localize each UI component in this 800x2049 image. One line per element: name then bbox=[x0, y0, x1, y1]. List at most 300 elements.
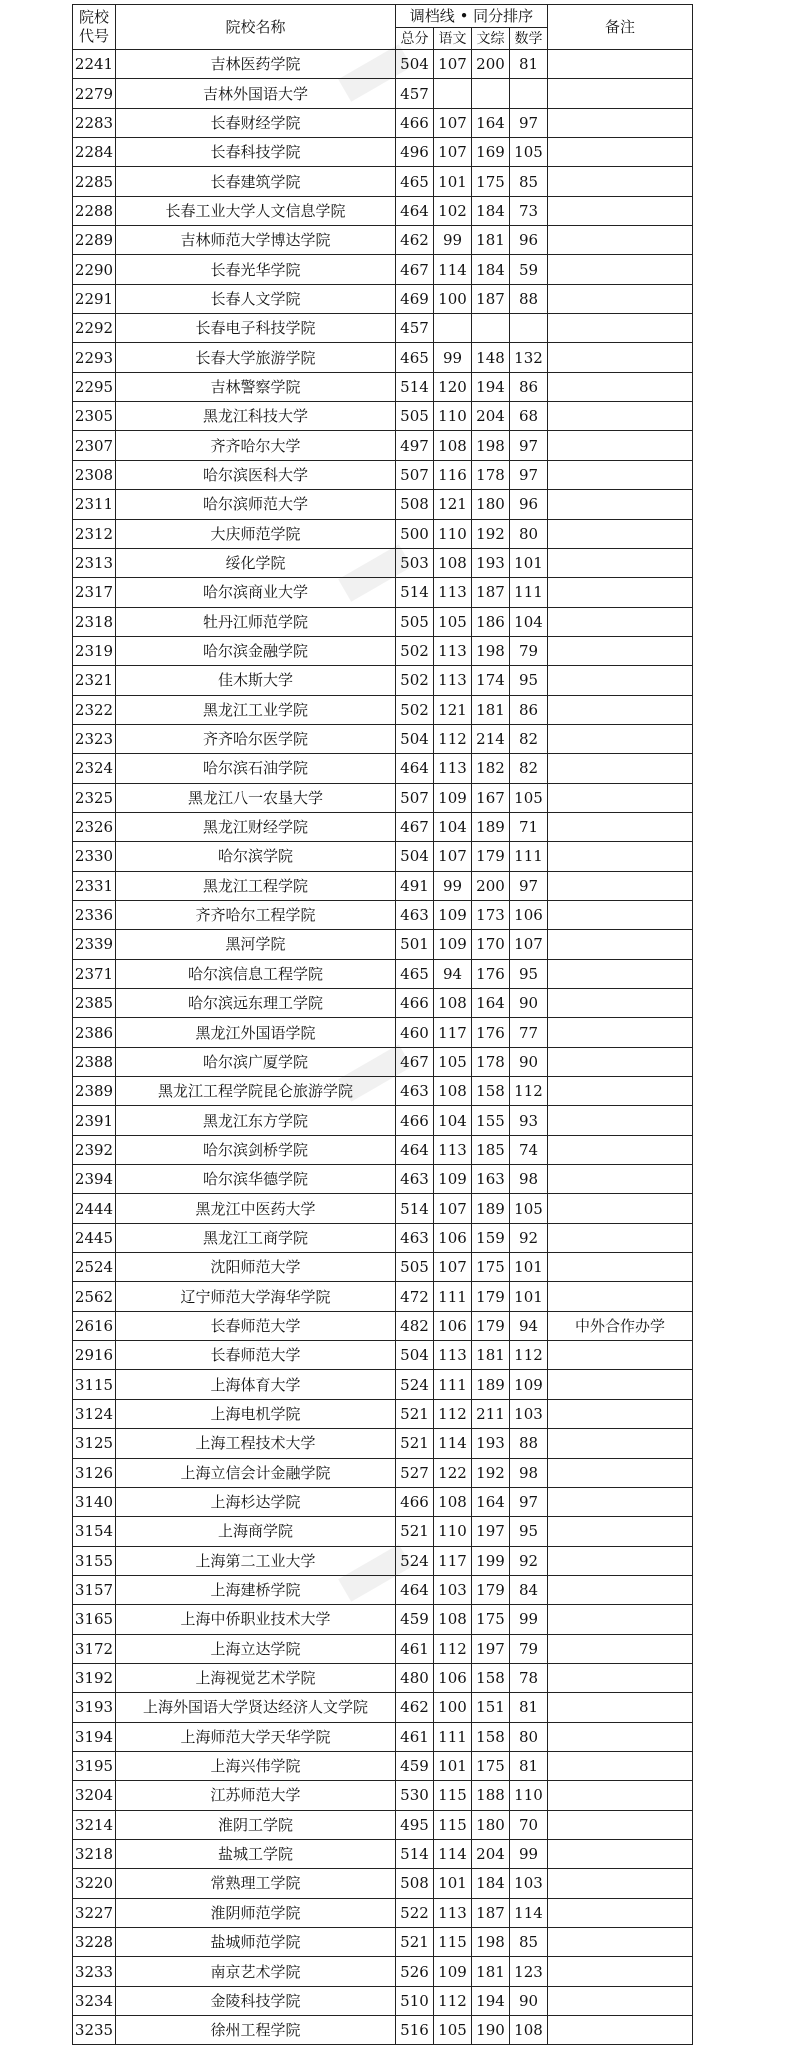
cell-note bbox=[548, 196, 693, 225]
table-row bbox=[73, 314, 693, 343]
cell-wenzong: 179 bbox=[472, 1282, 510, 1311]
cell-total: 465 bbox=[396, 343, 434, 372]
cell-wenzong: 198 bbox=[472, 431, 510, 460]
cell-chinese: 111 bbox=[434, 1722, 472, 1751]
cell-wenzong: 169 bbox=[472, 138, 510, 167]
table-row bbox=[73, 548, 693, 577]
cell-name: 黑龙江工程学院 bbox=[116, 871, 396, 900]
cell-wenzong: 193 bbox=[472, 548, 510, 577]
cell-total: 514 bbox=[396, 1839, 434, 1868]
cell-note bbox=[548, 167, 693, 196]
cell-chinese: 110 bbox=[434, 1517, 472, 1546]
cell-name: 上海工程技术大学 bbox=[116, 1429, 396, 1458]
cell-wenzong: 164 bbox=[472, 108, 510, 137]
cell-chinese: 113 bbox=[434, 754, 472, 783]
cell-math: 95 bbox=[510, 959, 548, 988]
cell-total: 527 bbox=[396, 1458, 434, 1487]
cell-name: 黑龙江财经学院 bbox=[116, 812, 396, 841]
cell-math: 59 bbox=[510, 255, 548, 284]
cell-note bbox=[548, 1223, 693, 1252]
cell-note bbox=[548, 1751, 693, 1780]
cell-name: 长春大学旅游学院 bbox=[116, 343, 396, 372]
table-row bbox=[73, 79, 693, 108]
cell-total: 521 bbox=[396, 1517, 434, 1546]
cell-note bbox=[548, 1781, 693, 1810]
cell-chinese: 121 bbox=[434, 695, 472, 724]
cell-total: 502 bbox=[396, 636, 434, 665]
cell-wenzong: 189 bbox=[472, 1370, 510, 1399]
cell-wenzong: 197 bbox=[472, 1517, 510, 1546]
cell-math: 88 bbox=[510, 284, 548, 313]
cell-chinese: 117 bbox=[434, 1546, 472, 1575]
cell-chinese: 100 bbox=[434, 1693, 472, 1722]
cell-note bbox=[548, 666, 693, 695]
cell-code: 2371 bbox=[73, 959, 116, 988]
table-row bbox=[73, 519, 693, 548]
cell-total: 465 bbox=[396, 959, 434, 988]
cell-math: 70 bbox=[510, 1810, 548, 1839]
cell-total: 526 bbox=[396, 1957, 434, 1986]
cell-name: 黑龙江外国语学院 bbox=[116, 1018, 396, 1047]
cell-total: 496 bbox=[396, 138, 434, 167]
cell-note bbox=[548, 1634, 693, 1663]
cell-chinese: 113 bbox=[434, 636, 472, 665]
cell-chinese: 102 bbox=[434, 196, 472, 225]
cell-note bbox=[548, 1135, 693, 1164]
cell-code: 3220 bbox=[73, 1869, 116, 1898]
cell-math: 101 bbox=[510, 548, 548, 577]
cell-total: 514 bbox=[396, 1194, 434, 1223]
cell-chinese: 105 bbox=[434, 1047, 472, 1076]
cell-note bbox=[548, 783, 693, 812]
cell-name: 哈尔滨远东理工学院 bbox=[116, 989, 396, 1018]
table-row bbox=[73, 666, 693, 695]
cell-wenzong: 173 bbox=[472, 900, 510, 929]
cell-total: 466 bbox=[396, 989, 434, 1018]
cell-code: 3234 bbox=[73, 1986, 116, 2015]
cell-wenzong: 151 bbox=[472, 1693, 510, 1722]
cell-code: 2385 bbox=[73, 989, 116, 1018]
table-row bbox=[73, 1751, 693, 1780]
table-row bbox=[73, 695, 693, 724]
cell-wenzong: 199 bbox=[472, 1546, 510, 1575]
cell-math bbox=[510, 314, 548, 343]
cell-name: 长春师范大学 bbox=[116, 1311, 396, 1340]
cell-total: 467 bbox=[396, 1047, 434, 1076]
cell-math: 97 bbox=[510, 1487, 548, 1516]
cell-total: 504 bbox=[396, 1341, 434, 1370]
cell-chinese: 112 bbox=[434, 724, 472, 753]
table-row bbox=[73, 900, 693, 929]
cell-chinese: 107 bbox=[434, 138, 472, 167]
cell-math: 92 bbox=[510, 1546, 548, 1575]
cell-wenzong: 176 bbox=[472, 1018, 510, 1047]
cell-chinese: 105 bbox=[434, 607, 472, 636]
table-row bbox=[73, 226, 693, 255]
cell-note bbox=[548, 989, 693, 1018]
cell-note bbox=[548, 50, 693, 79]
cell-total: 505 bbox=[396, 607, 434, 636]
cell-note: 中外合作办学 bbox=[548, 1311, 693, 1340]
cell-code: 2289 bbox=[73, 226, 116, 255]
table-row bbox=[73, 372, 693, 401]
cell-total: 459 bbox=[396, 1751, 434, 1780]
cell-chinese bbox=[434, 314, 472, 343]
cell-math: 103 bbox=[510, 1399, 548, 1428]
cell-name: 长春电子科技学院 bbox=[116, 314, 396, 343]
cell-chinese: 101 bbox=[434, 1751, 472, 1780]
cell-chinese: 107 bbox=[434, 1194, 472, 1223]
cell-wenzong: 198 bbox=[472, 636, 510, 665]
cell-code: 3204 bbox=[73, 1781, 116, 1810]
cell-note bbox=[548, 812, 693, 841]
cell-chinese: 122 bbox=[434, 1458, 472, 1487]
cell-total: 480 bbox=[396, 1663, 434, 1692]
table-row bbox=[73, 138, 693, 167]
cell-math: 90 bbox=[510, 1986, 548, 2015]
cell-name: 沈阳师范大学 bbox=[116, 1253, 396, 1282]
cell-math: 132 bbox=[510, 343, 548, 372]
cell-wenzong: 158 bbox=[472, 1663, 510, 1692]
table-row bbox=[73, 1399, 693, 1428]
cell-total: 464 bbox=[396, 754, 434, 783]
table-row bbox=[73, 1106, 693, 1135]
cell-note bbox=[548, 695, 693, 724]
cell-total: 464 bbox=[396, 1575, 434, 1604]
cell-total: 462 bbox=[396, 1693, 434, 1722]
cell-note bbox=[548, 431, 693, 460]
header-group: 调档线 • 同分排序 bbox=[396, 5, 548, 28]
cell-wenzong: 197 bbox=[472, 1634, 510, 1663]
table-row bbox=[73, 1429, 693, 1458]
cell-note bbox=[548, 1399, 693, 1428]
table-row bbox=[73, 1693, 693, 1722]
cell-code: 3218 bbox=[73, 1839, 116, 1868]
cell-note bbox=[548, 1722, 693, 1751]
cell-code: 3157 bbox=[73, 1575, 116, 1604]
cell-code: 3165 bbox=[73, 1605, 116, 1634]
cell-chinese: 109 bbox=[434, 1957, 472, 1986]
cell-note bbox=[548, 636, 693, 665]
cell-chinese: 101 bbox=[434, 167, 472, 196]
cell-total: 503 bbox=[396, 548, 434, 577]
table-row bbox=[73, 2016, 693, 2045]
cell-name: 哈尔滨信息工程学院 bbox=[116, 959, 396, 988]
cell-chinese: 115 bbox=[434, 1781, 472, 1810]
table-row bbox=[73, 1341, 693, 1370]
cell-note bbox=[548, 226, 693, 255]
cell-total: 457 bbox=[396, 314, 434, 343]
table-row bbox=[73, 1517, 693, 1546]
cell-note bbox=[548, 1810, 693, 1839]
cell-code: 3155 bbox=[73, 1546, 116, 1575]
cell-name: 黑龙江工商学院 bbox=[116, 1223, 396, 1252]
table-row bbox=[73, 1839, 693, 1868]
cell-math: 99 bbox=[510, 1839, 548, 1868]
cell-total: 504 bbox=[396, 50, 434, 79]
table-row bbox=[73, 196, 693, 225]
cell-wenzong: 175 bbox=[472, 1253, 510, 1282]
cell-wenzong: 204 bbox=[472, 1839, 510, 1868]
cell-math: 114 bbox=[510, 1898, 548, 1927]
cell-name: 上海视觉艺术学院 bbox=[116, 1663, 396, 1692]
cell-math: 103 bbox=[510, 1869, 548, 1898]
cell-total: 466 bbox=[396, 1487, 434, 1516]
cell-note bbox=[548, 138, 693, 167]
cell-note bbox=[548, 1487, 693, 1516]
cell-name: 哈尔滨金融学院 bbox=[116, 636, 396, 665]
cell-note bbox=[548, 460, 693, 489]
cell-code: 3125 bbox=[73, 1429, 116, 1458]
cell-note bbox=[548, 871, 693, 900]
cell-chinese: 113 bbox=[434, 1898, 472, 1927]
cell-code: 2321 bbox=[73, 666, 116, 695]
table-row bbox=[73, 812, 693, 841]
cell-wenzong: 192 bbox=[472, 519, 510, 548]
header-total: 总分 bbox=[396, 28, 434, 50]
cell-note bbox=[548, 255, 693, 284]
table-row bbox=[73, 1810, 693, 1839]
cell-name: 黑龙江工业学院 bbox=[116, 695, 396, 724]
header-name: 院校名称 bbox=[116, 5, 396, 50]
cell-name: 徐州工程学院 bbox=[116, 2016, 396, 2045]
cell-chinese: 106 bbox=[434, 1223, 472, 1252]
table-row bbox=[73, 1253, 693, 1282]
cell-name: 黑河学院 bbox=[116, 930, 396, 959]
cell-wenzong: 187 bbox=[472, 1898, 510, 1927]
cell-wenzong: 198 bbox=[472, 1928, 510, 1957]
cell-code: 2307 bbox=[73, 431, 116, 460]
cell-code: 2318 bbox=[73, 607, 116, 636]
cell-code: 2285 bbox=[73, 167, 116, 196]
cell-name: 上海建桥学院 bbox=[116, 1575, 396, 1604]
table-row bbox=[73, 108, 693, 137]
cell-chinese: 108 bbox=[434, 989, 472, 1018]
cell-note bbox=[548, 1928, 693, 1957]
cell-name: 哈尔滨商业大学 bbox=[116, 578, 396, 607]
cell-math: 96 bbox=[510, 226, 548, 255]
cell-name: 哈尔滨华德学院 bbox=[116, 1165, 396, 1194]
cell-note bbox=[548, 79, 693, 108]
cell-chinese: 109 bbox=[434, 783, 472, 812]
cell-chinese: 114 bbox=[434, 255, 472, 284]
cell-name: 盐城工学院 bbox=[116, 1839, 396, 1868]
cell-code: 3172 bbox=[73, 1634, 116, 1663]
table-row bbox=[73, 1370, 693, 1399]
header-code: 院校代号 bbox=[73, 5, 116, 50]
cell-math: 93 bbox=[510, 1106, 548, 1135]
cell-total: 457 bbox=[396, 79, 434, 108]
cell-total: 472 bbox=[396, 1282, 434, 1311]
cell-wenzong: 200 bbox=[472, 871, 510, 900]
cell-total: 521 bbox=[396, 1399, 434, 1428]
cell-note bbox=[548, 314, 693, 343]
cell-name: 吉林医药学院 bbox=[116, 50, 396, 79]
cell-note bbox=[548, 284, 693, 313]
cell-wenzong: 204 bbox=[472, 402, 510, 431]
cell-wenzong: 187 bbox=[472, 578, 510, 607]
cell-math: 101 bbox=[510, 1282, 548, 1311]
cell-math: 108 bbox=[510, 2016, 548, 2045]
table-row bbox=[73, 167, 693, 196]
cell-code: 3124 bbox=[73, 1399, 116, 1428]
cell-chinese: 100 bbox=[434, 284, 472, 313]
cell-wenzong: 155 bbox=[472, 1106, 510, 1135]
cell-name: 黑龙江八一农垦大学 bbox=[116, 783, 396, 812]
cell-name: 上海师范大学天华学院 bbox=[116, 1722, 396, 1751]
cell-note bbox=[548, 1253, 693, 1282]
cell-total: 467 bbox=[396, 255, 434, 284]
cell-math: 86 bbox=[510, 695, 548, 724]
cell-name: 淮阴师范学院 bbox=[116, 1898, 396, 1927]
table-row bbox=[73, 431, 693, 460]
cell-name: 淮阴工学院 bbox=[116, 1810, 396, 1839]
cell-note bbox=[548, 578, 693, 607]
cell-note bbox=[548, 490, 693, 519]
cell-name: 哈尔滨师范大学 bbox=[116, 490, 396, 519]
cell-note bbox=[548, 402, 693, 431]
cell-code: 2616 bbox=[73, 1311, 116, 1340]
cell-code: 2331 bbox=[73, 871, 116, 900]
cell-math: 81 bbox=[510, 1751, 548, 1780]
cell-note bbox=[548, 900, 693, 929]
cell-chinese: 111 bbox=[434, 1370, 472, 1399]
cell-code: 3233 bbox=[73, 1957, 116, 1986]
table-row bbox=[73, 1047, 693, 1076]
cell-note bbox=[548, 1605, 693, 1634]
cell-chinese: 109 bbox=[434, 930, 472, 959]
cell-code: 2336 bbox=[73, 900, 116, 929]
cell-total: 521 bbox=[396, 1928, 434, 1957]
cell-chinese: 117 bbox=[434, 1018, 472, 1047]
cell-total: 465 bbox=[396, 167, 434, 196]
cell-note bbox=[548, 108, 693, 137]
cell-chinese bbox=[434, 79, 472, 108]
cell-note bbox=[548, 1517, 693, 1546]
cell-name: 上海兴伟学院 bbox=[116, 1751, 396, 1780]
table-row bbox=[73, 989, 693, 1018]
cell-math: 99 bbox=[510, 1605, 548, 1634]
cell-math: 84 bbox=[510, 1575, 548, 1604]
table-row bbox=[73, 1898, 693, 1927]
cell-wenzong: 159 bbox=[472, 1223, 510, 1252]
cell-code: 2445 bbox=[73, 1223, 116, 1252]
cell-name: 长春建筑学院 bbox=[116, 167, 396, 196]
cell-code: 2288 bbox=[73, 196, 116, 225]
cell-name: 南京艺术学院 bbox=[116, 1957, 396, 1986]
cell-chinese: 108 bbox=[434, 548, 472, 577]
cell-wenzong: 214 bbox=[472, 724, 510, 753]
cell-note bbox=[548, 1341, 693, 1370]
cell-code: 2284 bbox=[73, 138, 116, 167]
table-row bbox=[73, 284, 693, 313]
table-row bbox=[73, 490, 693, 519]
cell-name: 上海第二工业大学 bbox=[116, 1546, 396, 1575]
cell-note bbox=[548, 724, 693, 753]
cell-name: 上海立达学院 bbox=[116, 1634, 396, 1663]
cell-total: 510 bbox=[396, 1986, 434, 2015]
cell-chinese: 107 bbox=[434, 108, 472, 137]
cell-note bbox=[548, 607, 693, 636]
cell-total: 508 bbox=[396, 490, 434, 519]
cell-code: 2524 bbox=[73, 1253, 116, 1282]
table-row bbox=[73, 959, 693, 988]
header-chinese: 语文 bbox=[434, 28, 472, 50]
cell-wenzong: 182 bbox=[472, 754, 510, 783]
cell-math: 111 bbox=[510, 578, 548, 607]
cell-wenzong: 164 bbox=[472, 989, 510, 1018]
cell-wenzong: 174 bbox=[472, 666, 510, 695]
cell-total: 505 bbox=[396, 402, 434, 431]
cell-math: 81 bbox=[510, 1693, 548, 1722]
cell-math: 95 bbox=[510, 1517, 548, 1546]
cell-total: 497 bbox=[396, 431, 434, 460]
cell-note bbox=[548, 1077, 693, 1106]
cell-code: 2391 bbox=[73, 1106, 116, 1135]
table-row bbox=[73, 842, 693, 871]
cell-total: 507 bbox=[396, 783, 434, 812]
cell-note bbox=[548, 519, 693, 548]
table-row bbox=[73, 50, 693, 79]
cell-wenzong: 180 bbox=[472, 1810, 510, 1839]
cell-total: 505 bbox=[396, 1253, 434, 1282]
cell-code: 2388 bbox=[73, 1047, 116, 1076]
cell-wenzong: 194 bbox=[472, 1986, 510, 2015]
cell-math: 97 bbox=[510, 871, 548, 900]
cell-code: 3192 bbox=[73, 1663, 116, 1692]
cell-total: 507 bbox=[396, 460, 434, 489]
cell-math: 78 bbox=[510, 1663, 548, 1692]
cell-code: 2562 bbox=[73, 1282, 116, 1311]
cell-wenzong: 211 bbox=[472, 1399, 510, 1428]
table-row bbox=[73, 1957, 693, 1986]
cell-note bbox=[548, 1370, 693, 1399]
cell-code: 2311 bbox=[73, 490, 116, 519]
cell-note bbox=[548, 2016, 693, 2045]
cell-total: 464 bbox=[396, 1135, 434, 1164]
cell-math: 110 bbox=[510, 1781, 548, 1810]
cell-wenzong: 186 bbox=[472, 607, 510, 636]
cell-code: 3140 bbox=[73, 1487, 116, 1516]
cell-code: 3194 bbox=[73, 1722, 116, 1751]
cell-note bbox=[548, 1693, 693, 1722]
cell-note bbox=[548, 1194, 693, 1223]
cell-math: 107 bbox=[510, 930, 548, 959]
cell-math: 106 bbox=[510, 900, 548, 929]
cell-chinese: 103 bbox=[434, 1575, 472, 1604]
cell-code: 3193 bbox=[73, 1693, 116, 1722]
header-note: 备注 bbox=[548, 5, 693, 50]
cell-math: 88 bbox=[510, 1429, 548, 1458]
cell-wenzong: 193 bbox=[472, 1429, 510, 1458]
cell-math: 81 bbox=[510, 50, 548, 79]
cell-code: 2392 bbox=[73, 1135, 116, 1164]
cell-code: 2305 bbox=[73, 402, 116, 431]
cell-code: 2319 bbox=[73, 636, 116, 665]
cell-math: 97 bbox=[510, 460, 548, 489]
table-row bbox=[73, 1546, 693, 1575]
cell-note bbox=[548, 1047, 693, 1076]
cell-name: 盐城师范学院 bbox=[116, 1928, 396, 1957]
cell-name: 上海中侨职业技术大学 bbox=[116, 1605, 396, 1634]
cell-math: 79 bbox=[510, 1634, 548, 1663]
cell-math: 105 bbox=[510, 138, 548, 167]
cell-chinese: 112 bbox=[434, 1634, 472, 1663]
cell-total: 502 bbox=[396, 695, 434, 724]
cell-math: 111 bbox=[510, 842, 548, 871]
cell-name: 长春光华学院 bbox=[116, 255, 396, 284]
cell-name: 哈尔滨学院 bbox=[116, 842, 396, 871]
